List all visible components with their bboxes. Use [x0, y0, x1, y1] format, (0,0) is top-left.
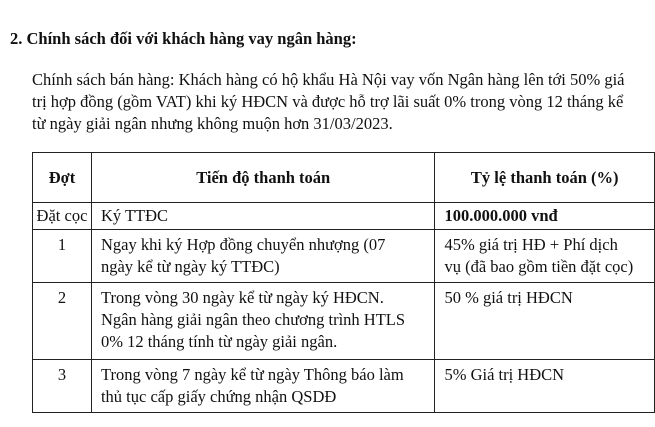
header-phase: Đợt — [33, 153, 92, 203]
phase-cell: 1 — [33, 230, 92, 283]
phase-cell: 2 — [33, 283, 92, 360]
schedule-line: Trong vòng 7 ngày kể từ ngày Thông báo làm — [100, 365, 404, 384]
schedule-line: Trong vòng 30 ngày kể từ ngày ký HĐCN. — [100, 288, 384, 307]
schedule-line: Ngay khi ký Hợp đồng chuyển nhượng (07 — [100, 235, 386, 254]
phase-cell: Đặt cọc — [33, 203, 92, 230]
rate-line: 50 % giá trị HĐCN — [444, 288, 573, 307]
section-heading: 2. Chính sách đối với khách hàng vay ngân hàng: — [10, 29, 357, 48]
paragraph-line: trị hợp đồng (gồm VAT) khi ký HĐCN và được hỗ trợ lãi suất 0% trong vòng 12 tháng kể — [32, 92, 624, 111]
table-row — [33, 360, 655, 413]
table-row — [33, 283, 655, 360]
schedule-line: Ngân hàng giải ngân theo chương trình HTLS — [100, 310, 406, 329]
payment-schedule-table — [32, 152, 655, 413]
rate-line: 100.000.000 vnđ — [444, 206, 558, 225]
schedule-cell — [91, 360, 434, 413]
rate-cell — [435, 283, 655, 360]
schedule-line: Ký TTĐC — [100, 206, 169, 225]
schedule-line: thủ tục cấp giấy chứng nhận QSDĐ — [100, 387, 337, 406]
rate-line: 45% giá trị HĐ + Phí dịch — [444, 235, 618, 254]
policy-paragraph — [32, 69, 644, 135]
schedule-line: ngày kể từ ngày ký TTĐC) — [100, 257, 280, 276]
rate-line: 5% Giá trị HĐCN — [444, 365, 565, 384]
paragraph-line: Chính sách bán hàng: Khách hàng có hộ khẩu Hà Nội vay vốn Ngân hàng lên tới 50% giá — [32, 70, 625, 89]
table-header-row — [33, 153, 655, 203]
header-schedule: Tiến độ thanh toán — [91, 153, 434, 203]
rate-line: vụ (đã bao gồm tiền đặt cọc) — [444, 257, 634, 276]
rate-cell — [435, 203, 655, 230]
table-row — [33, 203, 655, 230]
paragraph-line: từ ngày giải ngân nhưng không muộn hơn 31/03/2023. — [32, 114, 393, 133]
schedule-cell — [91, 283, 434, 360]
schedule-cell — [91, 230, 434, 283]
table-row — [33, 230, 655, 283]
page-crop-edge — [0, 420, 655, 427]
schedule-line: 0% 12 tháng tính từ ngày giải ngân. — [100, 332, 338, 351]
header-rate: Tỷ lệ thanh toán (%) — [435, 153, 655, 203]
schedule-cell — [91, 203, 434, 230]
rate-cell — [435, 360, 655, 413]
phase-cell: 3 — [33, 360, 92, 413]
rate-cell — [435, 230, 655, 283]
